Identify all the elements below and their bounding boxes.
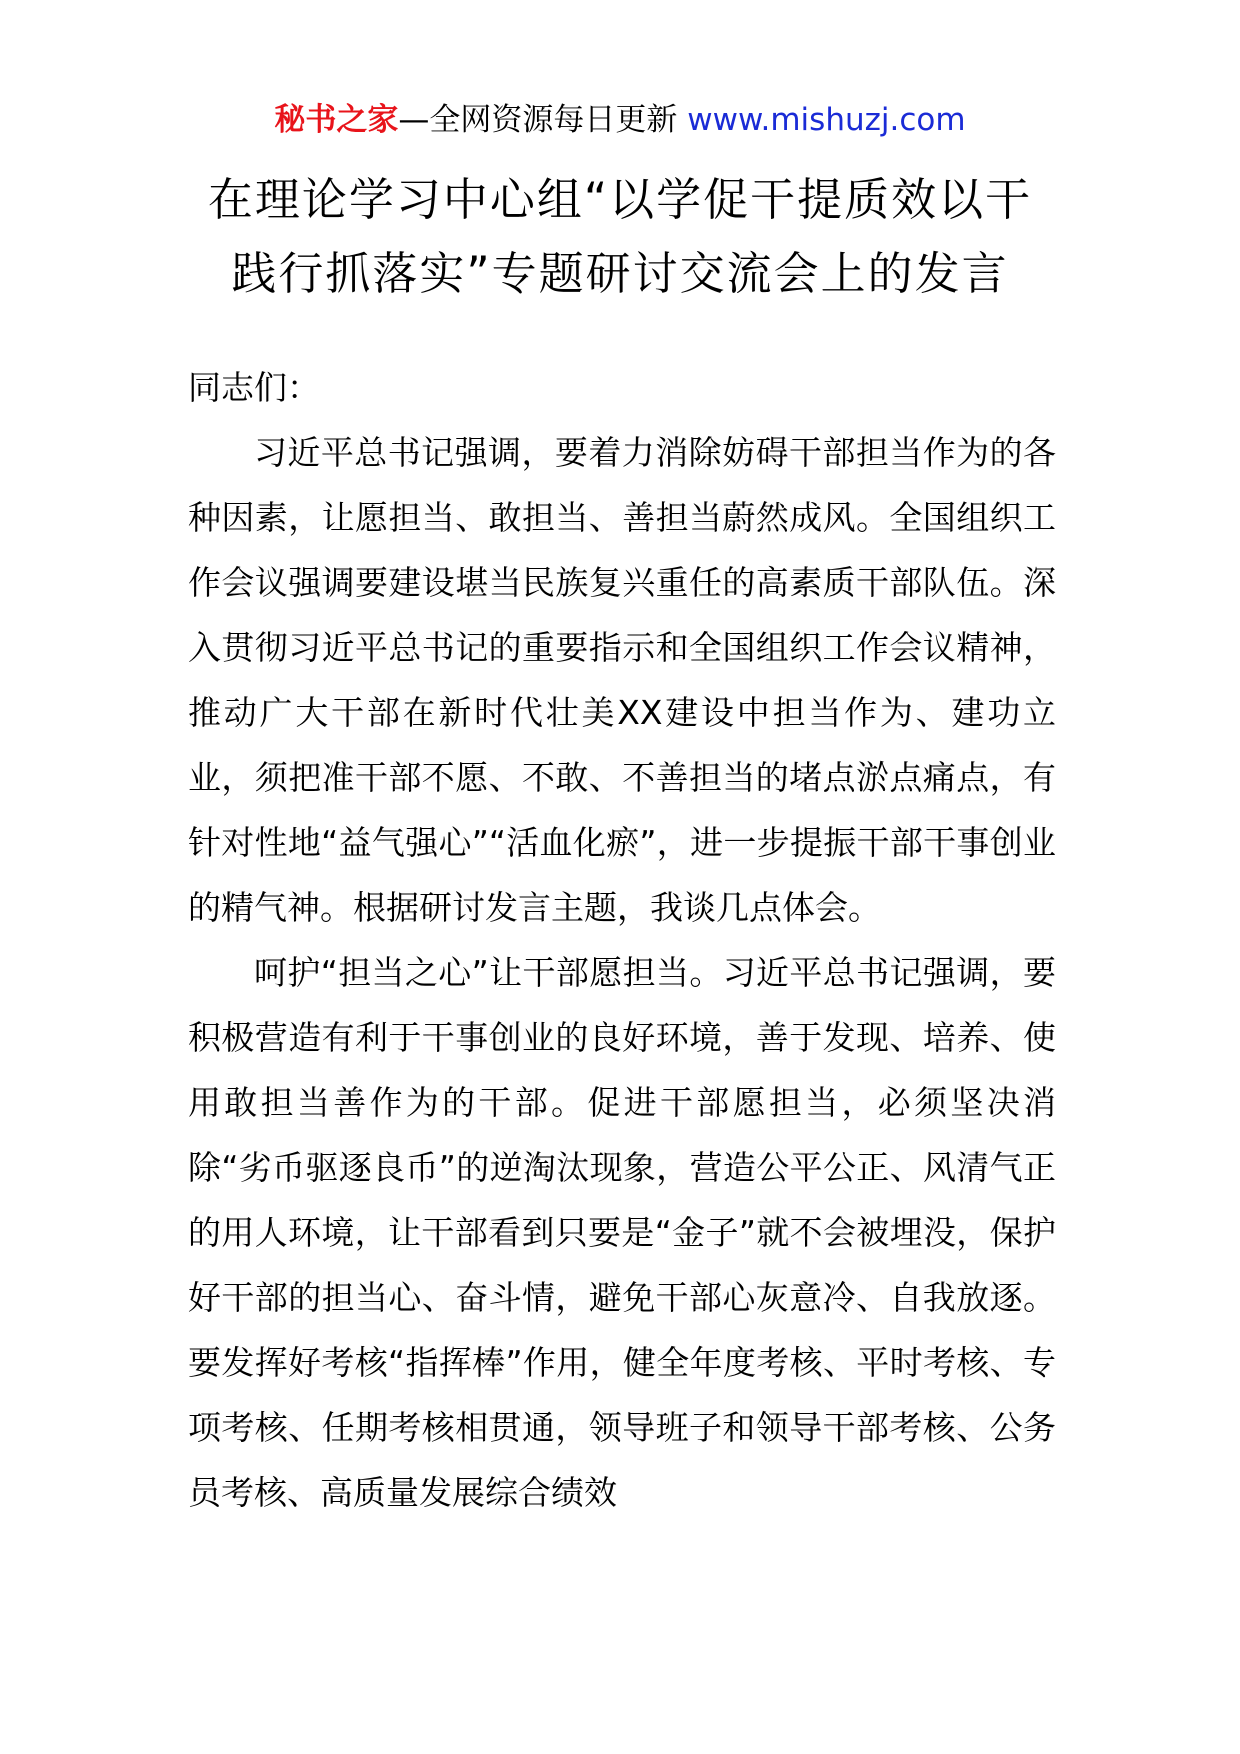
banner-url-link[interactable]: www.mishuzj.com: [687, 102, 966, 138]
banner-slogan: —全网资源每日更新: [398, 102, 678, 138]
document-title: [200, 163, 1040, 311]
title-line-1: 在理论学习中心组“以学促干提质效以干: [207, 173, 1033, 226]
banner-brand: 秘书之家: [274, 102, 399, 138]
salutation: 同志们：: [188, 368, 320, 407]
body-paragraph-2: 呵护“担当之心”让干部愿担当。习近平总书记强调，要积极营造有利于干事创业的良好环境，善于发现、培养、使用敢担当善作为的干部。促进干部愿担当，必须坚决消除“劣币驱逐良币”的逆淘汰现象，营造公平公正、风清气正的用人环境，让干部看到只要是“金子”就不会被埋没，保护好干部的担当心、奋斗情，避免干部心灰意冷、自我放逐。要发挥好考核“指挥棒”作用，健全年度考核、平时考核、专项考核、任期考核相贯通，领导班子和领导干部考核、公务员考核、高质量发展综合绩效: [188, 953, 1056, 1512]
site-banner: [0, 98, 1240, 142]
document-body: [188, 355, 1056, 1525]
body-paragraph-1: 习近平总书记强调，要着力消除妨碍干部担当作为的各种因素，让愿担当、敢担当、善担当蔚然成风。全国组织工作会议强调要建设堪当民族复兴重任的高素质干部队伍。深入贯彻习近平总书记的重要指示和全国组织工作会议精神，推动广大干部在新时代壮美XX建设中担当作为、建功立业，须把准干部不愿、不敢、不善担当的堵点淤点痛点，有针对性地“益气强心”“活血化瘀”，进一步提振干部干事创业的精气神。根据研讨发言主题，我谈几点体会。: [188, 433, 1056, 927]
title-line-2: 践行抓落实”专题研讨交流会上的发言: [231, 247, 1009, 300]
